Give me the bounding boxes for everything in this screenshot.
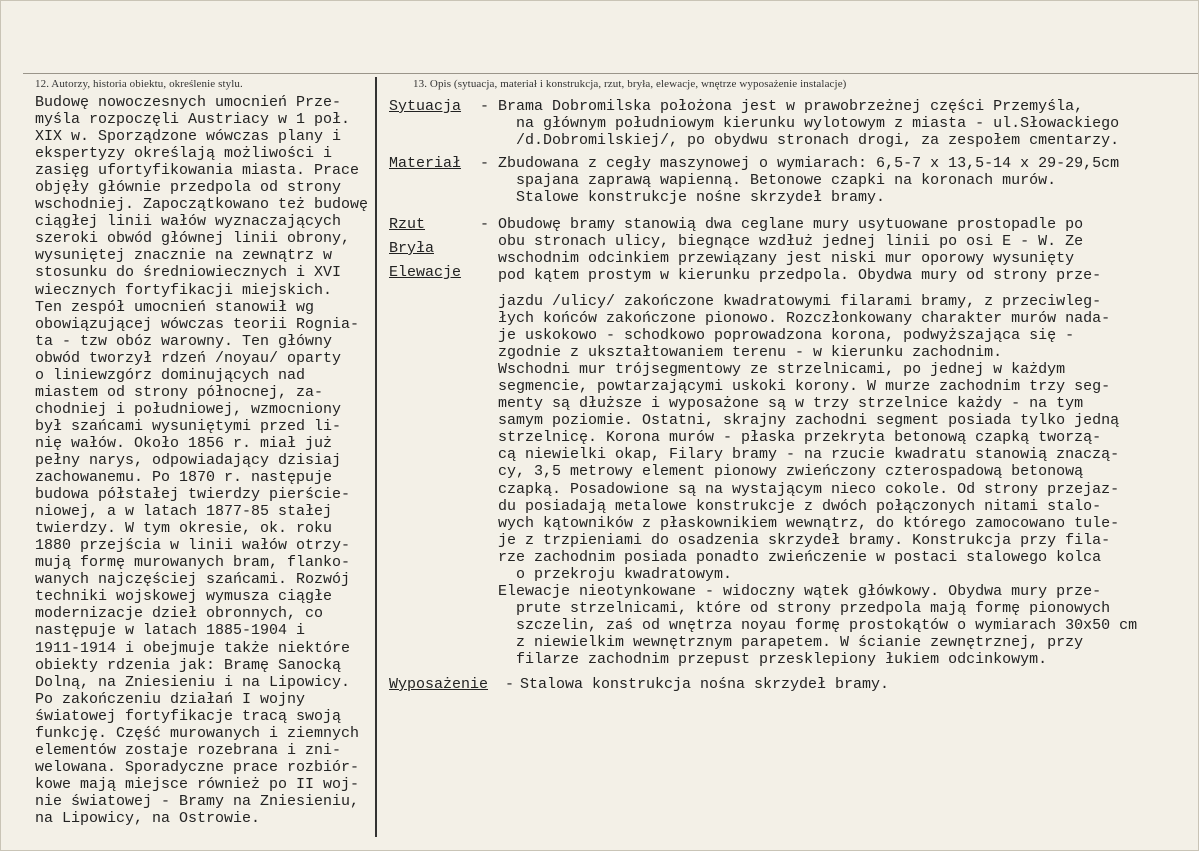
history-line: Budowę nowoczesnych umocnień Prze-	[35, 94, 342, 111]
rzut-line: jazdu /ulicy/ zakończone kwadratowymi filarami bramy, z przeciwleg-	[498, 293, 1102, 310]
history-line: XIX w. Sporządzone wówczas plany i	[35, 128, 342, 146]
rzut-line: zgodnie z ukształtowaniem terenu - w kierunku zachodnim.	[498, 344, 1003, 362]
material-text	[498, 155, 1119, 206]
history-line: wiecznych fortyfikacji miejskich.	[35, 281, 333, 299]
sytuacja-text	[498, 98, 1119, 149]
history-line: ciągłej linii wałów wyznaczających	[35, 213, 342, 231]
rzut-line: łych końców zakończone pionowo. Rozczłonkowany charakter murów nada-	[498, 310, 1111, 328]
history-line: myśla rozpoczęli Austriacy w 1 poł.	[35, 111, 351, 129]
label-bryla: Bryła	[389, 240, 435, 257]
rzut-line: wschodnim odcinkiem przewiązany jest niski mur oporowy wysunięty	[498, 250, 1075, 268]
label-rzut: Rzut	[389, 216, 426, 233]
dash-sytuacja: -	[480, 98, 490, 115]
history-line: twierdzy. W tym okresie, ok. roku	[35, 520, 333, 538]
history-line: stosunku do średniowiecznych i XVI	[35, 264, 342, 282]
rzut-line: menty są dłuższe i wyposażone są w trzy strzelnice każdy - na tym	[498, 395, 1084, 413]
rzut-text-bottom	[498, 293, 1137, 668]
history-line: elementów zostaje rozebrana i zni-	[35, 741, 342, 759]
label-sytuacja: Sytuacja	[389, 98, 462, 115]
rzut-line: je uskokowo - schodkowo poprowadzona korona, podwyższająca się -	[498, 327, 1075, 345]
rzut-line: szczelin, zaś od wnętrza noyau formę prostokątów o wymiarach 30x50 cm	[498, 616, 1138, 634]
history-line: na Lipowicy, na Ostrowie.	[35, 809, 261, 827]
rzut-line: strzelnicę. Korona murów - płaska przekryta betonową czapką tworzą-	[498, 429, 1102, 447]
sytuacja-line: na głównym południowym kierunku wylotowym z miasta - ul.Słowackiego	[498, 115, 1120, 133]
history-line: 1880 przejścia w linii wałów otrzy-	[35, 537, 351, 555]
rzut-line: samym poziomie. Ostatni, skrajny zachodni segment posiada tylko jedną	[498, 412, 1120, 430]
history-line: modernizacje dzieł obronnych, co	[35, 605, 324, 623]
history-line: obowiązującej wówczas teorii Rognia-	[35, 315, 360, 333]
rzut-line: Elewacje nieotynkowane - widoczny wątek główkowy. Obydwa mury prze-	[498, 582, 1102, 600]
rzut-line: wych kątowników z płaskownikiem wewnątrz, do którego zamocowano tule-	[498, 514, 1120, 532]
history-line: miastem od strony północnej, za-	[35, 383, 324, 401]
rzut-line: obu stronach ulicy, biegnące wzdłuż jednej linii po osi E - W. Ze	[498, 233, 1084, 251]
history-line: obwód tworzył rdzeń /noyau/ oparty	[35, 349, 342, 367]
history-line: był szańcami wysuniętymi przed li-	[35, 417, 342, 435]
rzut-line: Wschodni mur trójsegmentowy ze strzelnicami, po jednej w każdym	[498, 361, 1066, 379]
rzut-line: cą niewielki okap, Filary bramy - na rzucie kwadratu stanowią znaczą-	[498, 446, 1120, 464]
material-line: spajana zaprawą wapienną. Betonowe czapki na koronach murów.	[498, 172, 1057, 190]
left-column-header: 12. Autorzy, historia obiektu, określenie stylu.	[35, 78, 243, 90]
rzut-line: segmencie, powtarzającymi uskoki korony. W murze zachodnim trzy seg-	[498, 378, 1111, 396]
wyposazenie-text: Stalowa konstrukcja nośna skrzydeł bramy.	[520, 676, 890, 693]
sytuacja-line: Brama Dobromilska położona jest w prawobrzeżnej części Przemyśla,	[498, 98, 1084, 115]
rzut-line: pod kątem prostym w kierunku przedpola. Obydwa mury od strony prze-	[498, 267, 1102, 285]
rzut-line: Obudowę bramy stanowią dwa ceglane mury usytuowane prostopadle po	[498, 216, 1084, 233]
dash-rzut: -	[480, 216, 490, 233]
rzut-line: du posiadają metalowe konstrukcje z dwóch połączonych nitami stalo-	[498, 497, 1102, 515]
sytuacja-line: /d.Dobromilskiej/, po obydwu stronach drogi, za zespołem cmentarzy.	[498, 132, 1120, 150]
label-elewacje: Elewacje	[389, 264, 462, 281]
rzut-line: czapką. Posadowione są na wystającym nieco cokole. Od strony przejaz-	[498, 480, 1120, 498]
dash-wyposazenie: -	[505, 676, 515, 693]
history-line: wysuniętej znacznie na zewnątrz w	[35, 247, 333, 265]
rzut-line: prute strzelnicami, które od strony przedpola mają formę pionowych	[498, 599, 1111, 617]
history-line: funkcję. Część murowanych i ziemnych	[35, 724, 360, 742]
history-line: niowej, a w latach 1877-85 stałej	[35, 503, 333, 521]
history-line: wschodniej. Zapoczątkowano też budowę	[35, 196, 369, 214]
history-line: welowana. Sporadyczne prace rozbiór-	[35, 758, 360, 776]
history-line: kowe mają miejsce również po II woj-	[35, 775, 360, 793]
history-line: zasięg ufortyfikowania miasta. Prace	[35, 162, 360, 180]
history-line: o liniewzgórz dominujących nad	[35, 366, 306, 384]
dash-material: -	[480, 155, 490, 172]
history-line: ekspertyzy określają możliwości i	[35, 145, 333, 163]
label-wyposazenie: Wyposażenie	[389, 676, 489, 693]
header-rule	[23, 73, 1198, 74]
rzut-line: je z trzpieniami do osadzenia skrzydeł bramy. Konstrukcja przy fila-	[498, 531, 1111, 549]
history-line: Dolną, na Zniesieniu i na Lipowicy.	[35, 673, 351, 691]
history-line: szeroki obwód głównej linii obrony,	[35, 230, 351, 248]
rzut-line: z niewielkim wewnętrznym parapetem. W ścianie zewnętrznej, przy	[498, 633, 1084, 651]
material-line: Stalowe konstrukcje nośne skrzydeł bramy.	[498, 189, 886, 207]
history-line: obiekty rdzenia jak: Bramę Sanocką	[35, 656, 342, 674]
history-line: mują formę murowanych bram, flanko-	[35, 554, 351, 572]
history-line: następuje w latach 1885-1904 i	[35, 622, 306, 640]
rzut-line: o przekroju kwadratowym.	[498, 565, 733, 583]
history-line: Ten zespół umocnień stanowił wg	[35, 298, 315, 316]
right-column-header: 13. Opis (sytuacja, materiał i konstrukcja, rzut, bryła, elewacje, wnętrze wyposażenie instalacje)	[413, 78, 847, 90]
history-line: Po zakończeniu działań I wojny	[35, 690, 306, 708]
rzut-line: rze zachodnim posiada ponadto zwieńczenie w postaci stalowego kolca	[498, 548, 1102, 566]
history-line: światowej fortyfikacje tracą swoją	[35, 707, 342, 725]
history-line: wanych najczęściej szańcami. Rozwój	[35, 571, 351, 589]
history-text	[35, 94, 380, 827]
history-line: ta - tzw obóz warowny. Ten główny	[35, 332, 333, 350]
history-line: objęły głównie przedpola od strony	[35, 179, 342, 197]
history-line: nie światowej - Bramy na Zniesieniu,	[35, 792, 360, 810]
rzut-line: filarze zachodnim przepust przesklepiony łukiem odcinkowym.	[498, 650, 1048, 668]
history-line: chodniej i południowej, wzmocniony	[35, 400, 342, 418]
rzut-line: cy, 3,5 metrowy element pionowy zwieńczony czterospadową betonową	[498, 463, 1084, 481]
material-line: Zbudowana z cegły maszynowej o wymiarach: 6,5-7 x 13,5-14 x 29-29,5cm	[498, 155, 1120, 172]
history-line: zachowanemu. Po 1870 r. następuje	[35, 469, 333, 487]
history-line: budowa półstałej twierdzy pierście-	[35, 486, 351, 504]
history-line: pełny narys, odpowiadający dzisiaj	[35, 451, 342, 469]
rzut-text-top	[498, 216, 1101, 284]
label-material: Materiał	[389, 155, 462, 172]
history-line: nię wałów. Około 1856 r. miał już	[35, 434, 333, 452]
history-line: techniki wojskowej wymusza ciągłe	[35, 588, 333, 606]
history-line: 1911-1914 i obejmuje także niektóre	[35, 639, 351, 657]
